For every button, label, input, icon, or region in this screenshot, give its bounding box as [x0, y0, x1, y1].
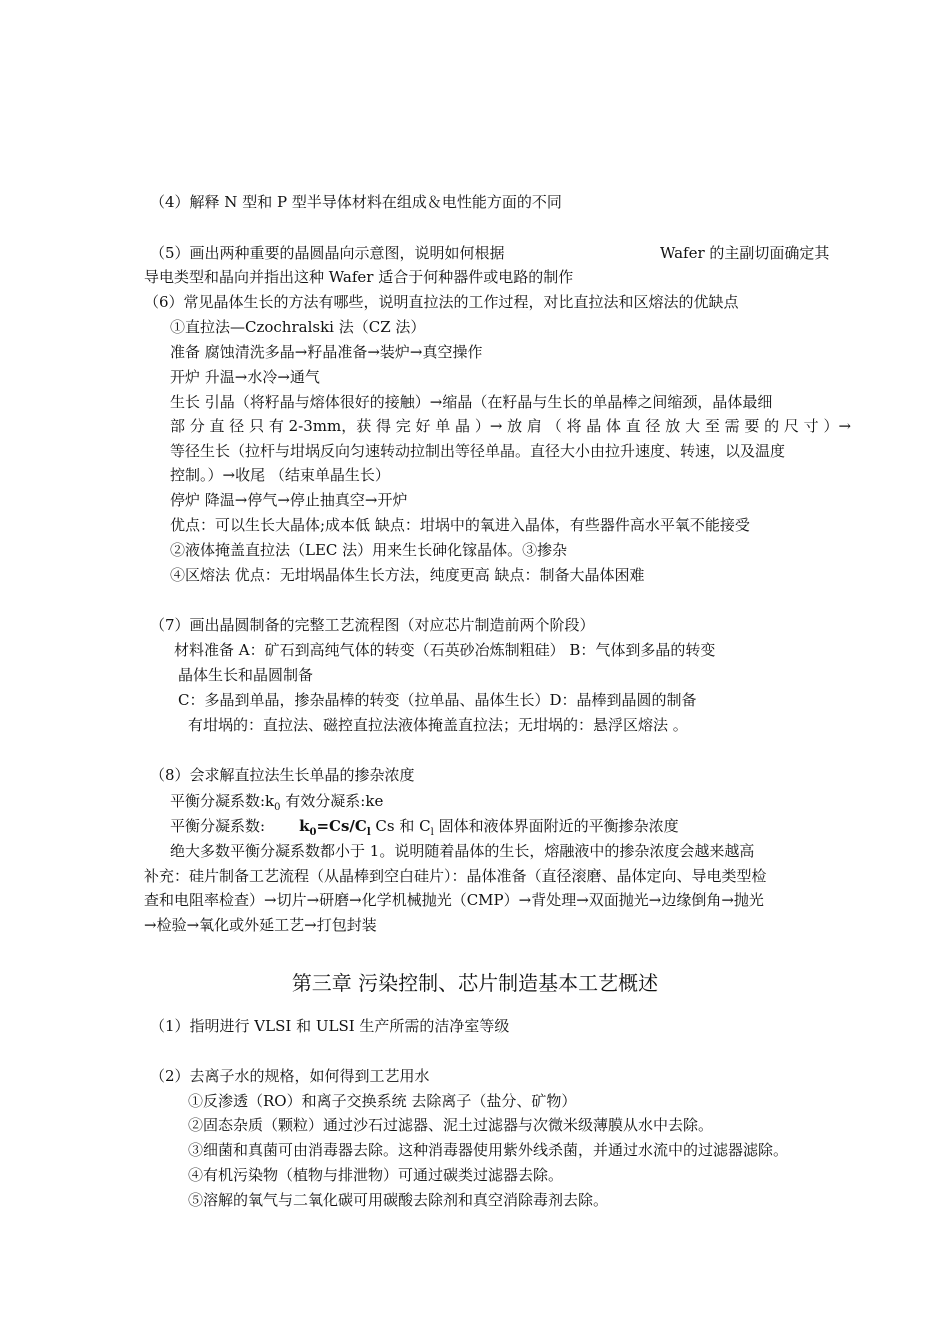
q8-line: （8）会求解直拉法生长单晶的掺杂浓度 [150, 766, 415, 784]
q8-formula-sub0: 0 [309, 827, 317, 838]
supplement-line: →检验→氧化或外延工艺→打包封装 [144, 916, 377, 934]
q5-line1-b: Wafer 的主副切面确定其 [660, 244, 830, 262]
q8-k0-label: 平衡分凝系数:k [170, 792, 275, 810]
q7-item: 有坩埚的：直拉法、磁控直拉法液体掩盖直拉法；无坩埚的：悬浮区熔法 。 [188, 716, 688, 734]
q8-formula-subl2: l [430, 827, 434, 838]
q6-item: 控制。）→收尾 （结束单晶生长） [170, 466, 390, 484]
c3-q2-item: ③细菌和真菌可由消毒器去除。这种消毒器使用紫外线杀菌，并通过水流中的过滤器滤除。 [188, 1141, 789, 1159]
q6-item: ①直拉法—Czochralski 法（CZ 法） [170, 318, 426, 336]
q6-item: 部 分 直 径 只 有 2-3mm，获 得 完 好 单 晶 ）→ 放 肩 （ 将 晶 体 直 径 放 大 至 需 要 的 尺 寸 ）→ [170, 417, 852, 435]
q8-formula-label: 平衡分凝系数: [170, 817, 266, 835]
q6-item: 等径生长（拉杆与坩埚反向匀速转动拉制出等径单晶。直径大小由拉升速度、转速，以及温度 [170, 442, 786, 460]
c3-q1-line: （1）指明进行 VLSI 和 ULSI 生产所需的洁净室等级 [150, 1017, 510, 1035]
q8-k0-sub: 0 [274, 802, 281, 813]
q8-conclusion: 绝大多数平衡分凝系数都小于 1。说明随着晶体的生长，熔融液中的掺杂浓度会越来越高 [170, 842, 755, 860]
q8-formula-desc: 固体和液体界面附近的平衡掺杂浓度 [433, 817, 679, 835]
supplement-line: 补充：硅片制备工艺流程（从晶棒到空白硅片）：晶体准备（直径滚磨、晶体定向、导电类型检 [144, 867, 767, 885]
q8-ke-label: 有效分凝系:ke [280, 792, 384, 810]
q8-formula-subl: l [366, 827, 371, 838]
q4-line: （4）解释 N 型和 P 型半导体材料在组成＆电性能方面的不同 [150, 193, 562, 211]
q5-line1-a: （5）画出两种重要的晶圆晶向示意图，说明如何根据 [150, 244, 505, 262]
q8-formula-cs: Cs 和 C [370, 817, 431, 835]
c3-q2-item: ①反渗透（RO）和离子交换系统 去除离子（盐分、矿物） [188, 1092, 577, 1110]
q7-line: （7）画出晶圆制备的完整工艺流程图（对应芯片制造前两个阶段） [150, 616, 595, 634]
q7-item: 晶体生长和晶圆制备 [178, 666, 314, 684]
q6-line: （6）常见晶体生长的方法有哪些，说明直拉法的工作过程，对比直拉法和区熔法的优缺点 [144, 293, 739, 311]
q8-formula-k: k [299, 817, 310, 835]
q6-item: 优点：可以生长大晶体;成本低 缺点：坩埚中的氧进入晶体，有些器件高水平氧不能接受 [170, 516, 750, 534]
q6-item: ②液体掩盖直拉法（LEC 法）用来生长砷化镓晶体。③掺杂 [170, 541, 568, 559]
q6-item: 停炉 降温→停气→停止抽真空→开炉 [170, 491, 408, 509]
q7-item: C：多晶到单晶，掺杂晶棒的转变（拉单晶、晶体生长）D：晶棒到晶圆的制备 [178, 691, 697, 709]
q6-item: 生长 引晶（将籽晶与熔体很好的接触）→缩晶（在籽晶与生长的单晶棒之间缩颈，晶体最细 [170, 393, 773, 411]
supplement-line: 查和电阻率检查）→切片→研磨→化学机械抛光（CMP）→背处理→双面抛光→边缘倒角→抛光 [144, 891, 764, 909]
q5-line2: 导电类型和晶向并指出这种 Wafer 适合于何种器件或电路的制作 [144, 268, 574, 286]
q8-coefficients [170, 791, 383, 818]
c3-q2-item: ②固态杂质（颗粒）通过沙石过滤器、泥土过滤器与次微米级薄膜从水中去除。 [188, 1116, 714, 1134]
c3-q2-item: ④有机污染物（植物与排泄物）可通过碳类过滤器去除。 [188, 1166, 564, 1184]
q6-item: 开炉 升温→水冷→通气 [170, 368, 320, 386]
q6-item: 准备 腐蚀清洗多晶→籽晶准备→装炉→真空操作 [170, 343, 483, 361]
q8-formula [170, 816, 679, 843]
q7-item: 材料准备 A：矿石到高纯气体的转变（石英砂冶炼制粗硅） B：气体到多晶的转变 [174, 641, 716, 659]
c3-q2-item: ⑤溶解的氧气与二氧化碳可用碳酸去除剂和真空消除毒剂去除。 [188, 1191, 609, 1209]
q6-item: ④区熔法 优点：无坩埚晶体生长方法，纯度更高 缺点：制备大晶体困难 [170, 566, 645, 584]
q8-formula-eq: =Cs/C [316, 817, 367, 835]
chapter-title: 第三章 污染控制、芯片制造基本工艺概述 [291, 971, 659, 995]
c3-q2-line: （2）去离子水的规格，如何得到工艺用水 [150, 1067, 430, 1085]
